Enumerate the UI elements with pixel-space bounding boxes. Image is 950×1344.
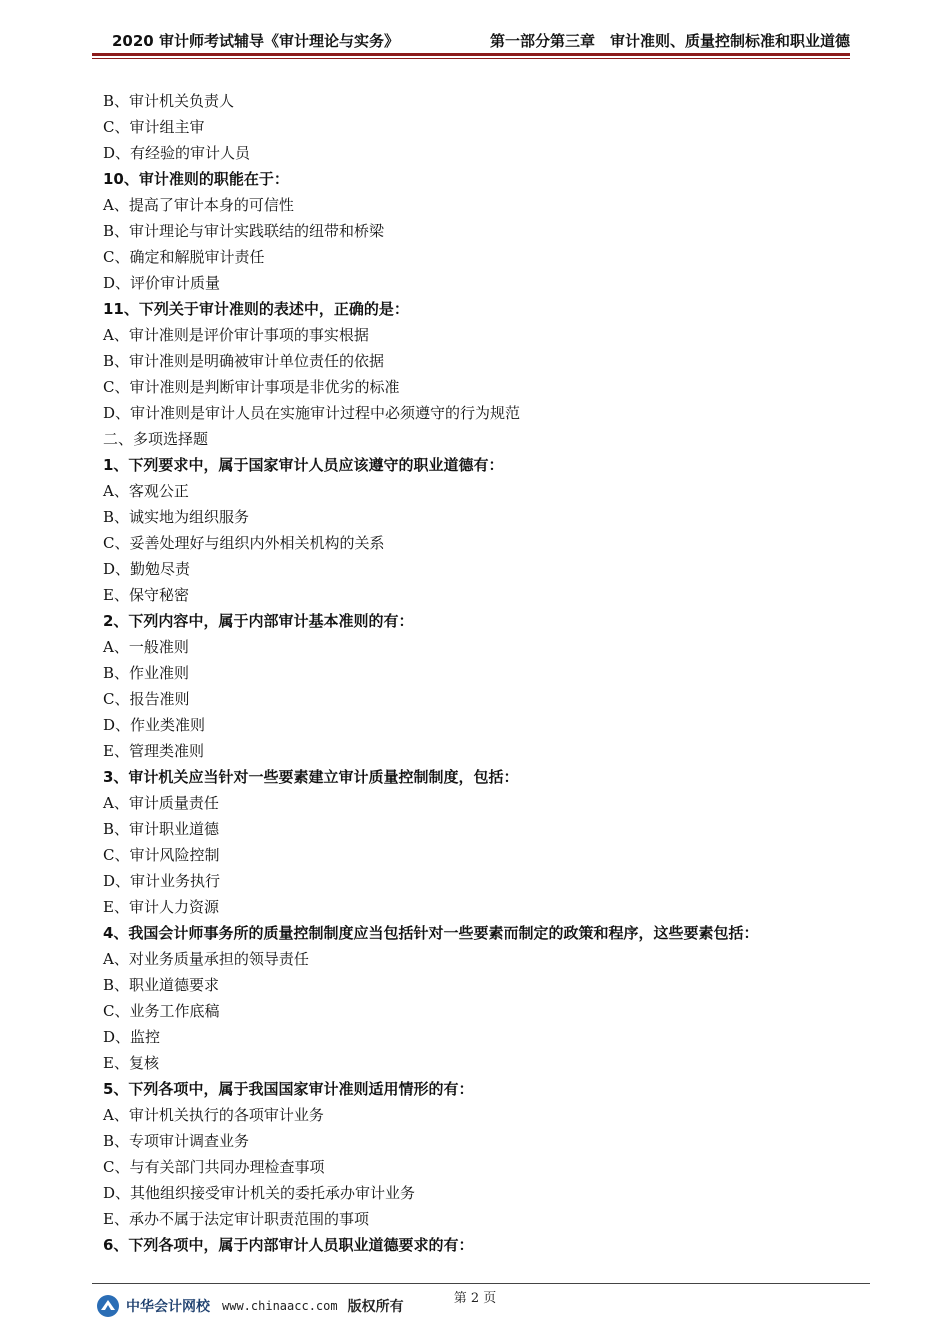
question-stem: 4、我国会计师事务所的质量控制制度应当包括针对一些要素而制定的政策和程序，这些要素包括：	[103, 924, 759, 942]
answer-option: D、审计业务执行	[103, 872, 221, 890]
answer-option: D、作业类准则	[103, 716, 206, 734]
answer-option: C、审计组主审	[103, 118, 205, 136]
answer-option: B、审计机关负责人	[103, 92, 235, 110]
answer-option: D、监控	[103, 1028, 161, 1046]
answer-option: C、业务工作底稿	[103, 1002, 220, 1020]
answer-option: B、审计准则是明确被审计单位责任的依据	[103, 352, 385, 370]
answer-option: A、提高了审计本身的可信性	[103, 196, 294, 214]
footer-rule	[92, 1283, 870, 1284]
answer-option: B、作业准则	[103, 664, 190, 682]
answer-option: D、其他组织接受审计机关的委托承办审计业务	[103, 1184, 416, 1202]
answer-option: B、诚实地为组织服务	[103, 508, 250, 526]
answer-option: B、职业道德要求	[103, 976, 220, 994]
brand-rights: 版权所有	[347, 1299, 404, 1315]
answer-option: B、审计职业道德	[103, 820, 220, 838]
question-stem: 5、下列各项中，属于我国国家审计准则适用情形的有：	[103, 1080, 474, 1098]
answer-option: C、报告准则	[103, 690, 190, 708]
answer-option: D、有经验的审计人员	[103, 144, 251, 162]
question-stem: 6、下列各项中，属于内部审计人员职业道德要求的有：	[103, 1236, 474, 1254]
answer-option: E、管理类准则	[103, 742, 204, 760]
answer-option: A、审计质量责任	[103, 794, 219, 812]
header-rule-thick	[92, 53, 850, 56]
question-stem: 10、审计准则的职能在于：	[103, 170, 289, 188]
answer-option: C、审计准则是判断审计事项是非优劣的标准	[103, 378, 400, 396]
answer-option: A、审计机关执行的各项审计业务	[103, 1106, 324, 1124]
brand-url[interactable]: www.chinaacc.com	[222, 1299, 338, 1313]
answer-option: E、承办不属于法定审计职责范围的事项	[103, 1210, 369, 1228]
question-stem: 1、下列要求中，属于国家审计人员应该遵守的职业道德有：	[103, 456, 504, 474]
answer-option: E、复核	[103, 1054, 159, 1072]
answer-option: A、对业务质量承担的领导责任	[103, 950, 309, 968]
document-body	[103, 88, 843, 1258]
answer-option: C、妥善处理好与组织内外相关机构的关系	[103, 534, 385, 552]
answer-option: D、评价审计质量	[103, 274, 221, 292]
section-heading: 二、多项选择题	[103, 430, 209, 448]
answer-option: D、勤勉尽责	[103, 560, 191, 578]
answer-option: C、确定和解脱审计责任	[103, 248, 265, 266]
answer-option: D、审计准则是审计人员在实施审计过程中必须遵守的行为规范	[103, 404, 521, 422]
header-chapter-title: 第一部分第三章 审计准则、质量控制标准和职业道德	[489, 32, 850, 50]
answer-option: E、审计人力资源	[103, 898, 219, 916]
answer-option: A、一般准则	[103, 638, 189, 656]
question-stem: 11、下列关于审计准则的表述中，正确的是：	[103, 300, 409, 318]
question-stem: 2、下列内容中，属于内部审计基本准则的有：	[103, 612, 414, 630]
header-course-title: 2020 审计师考试辅导《审计理论与实务》	[112, 32, 399, 50]
question-stem: 3、审计机关应当针对一些要素建立审计质量控制制度，包括：	[103, 768, 519, 786]
answer-option: A、审计准则是评价审计事项的事实根据	[103, 326, 369, 344]
answer-option: A、客观公正	[103, 482, 189, 500]
answer-option: C、审计风险控制	[103, 846, 220, 864]
answer-option: B、专项审计调查业务	[103, 1132, 250, 1150]
chinaacc-logo-icon	[96, 1294, 120, 1318]
brand-name: 中华会计网校	[126, 1299, 210, 1315]
header-rule-thin	[92, 58, 850, 59]
answer-option: B、审计理论与审计实践联结的纽带和桥梁	[103, 222, 385, 240]
footer-brand	[96, 1293, 404, 1319]
answer-option: E、保守秘密	[103, 586, 189, 604]
page-header	[92, 30, 850, 52]
page-number: 第 2 页	[453, 1291, 497, 1306]
answer-option: C、与有关部门共同办理检查事项	[103, 1158, 325, 1176]
